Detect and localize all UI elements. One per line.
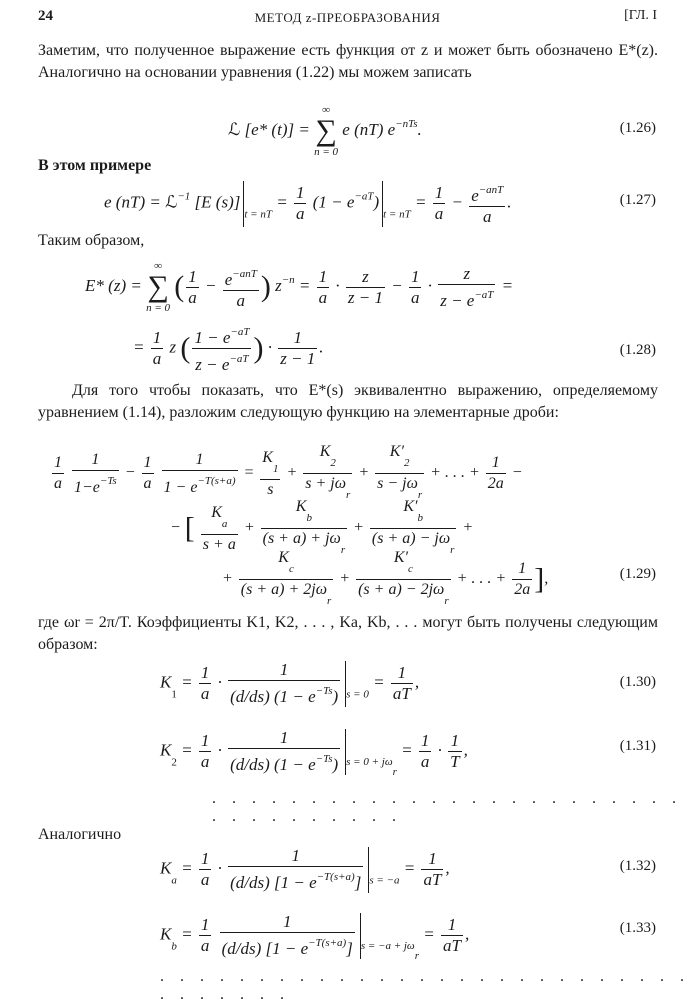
equation-number-1-30: (1.30) <box>619 674 656 690</box>
ellipsis-row-2: . . . . . . . . . . . . . . . . . . . . . . . . . . . . . . . . . . <box>160 968 690 1003</box>
equation-1-31: $K_2$ = $\frac{1}{a}$ · $\frac{1}{(d/ds) (1 - e^{-Ts})}$ $_{s = 0 + j\omega r}$ = $\frac{1}{a}$ · $\frac{1}{T}$ , <box>160 728 468 779</box>
equation-number-1-31: (1.31) <box>619 738 656 754</box>
running-header <box>38 8 657 32</box>
ellipsis-row-1: . . . . . . . . . . . . . . . . . . . . . . . . . . . . . . . . . . <box>212 790 682 825</box>
paragraph-coefficients: где ωr = 2π/T. Коэффициенты K1, K2, . . . , Ka, Kb, . . . могут быть получены следующим образом: <box>38 614 658 653</box>
equation-1-33: $K_b$ = $\frac{1}{a}$ $\frac{1}{(d/ds) [1 - e^{-T(s+a)}]}$ $_{s = -a + j\omega r}$ = $\frac{1}{aT}$ , <box>160 912 470 963</box>
paragraph-similarly: Аналогично <box>38 826 122 843</box>
equation-1-27: e (nT) = ℒ$^{-1}$ [E $(s)]_{t = nT}$ = $\frac{1}{a}$ $(1 - e^{-aT})_{t = nT}$ = $\frac{1}{a}$ − $\frac{e^{-anT}}{a}$ . <box>104 180 512 227</box>
equation-number-1-27: (1.27) <box>619 192 656 208</box>
equation-1-28-line-2: = $\frac{1}{a}$ z ( $\frac{1 - e^{-aT}}{z - e^{-aT}}$ ) · $\frac{1}{z - 1}$ . <box>133 322 324 375</box>
equation-number-1-33: (1.33) <box>619 920 656 936</box>
equation-1-29-line-3: + $\frac{K_c}{(s + a) + 2j\omega_r}$ + $\frac{K'_c}{(s + a) - 2j\omega_r}$ + . . . + $\frac{1}{2a}$ ], <box>222 549 549 607</box>
equation-1-28-line-1: E* (z) = ∞ ∑ n = 0 ( $\frac{1}{a}$ − $\frac{e^{-anT}}{a}$ ) $z^{-n}$ = $\frac{1}{a}$ · $\frac{z}{z - 1}$ − $\frac{1}{a}$ · $\frac{z}{z - e^{-aT}}$ = <box>85 260 514 314</box>
paragraph-intro: Заметим, что полученное выражение есть функция от z и может быть обозначено E*(z). Аналогично на основании уравнения (1.22) мы можем записать <box>38 42 658 81</box>
page-number: 24 <box>38 8 53 24</box>
equation-1-32: $K_a$ = $\frac{1}{a}$ · $\frac{1}{(d/ds) [1 - e^{-T(s+a)}]}$ $_{s = -a}$ = $\frac{1}{aT}$ , <box>160 846 450 892</box>
paragraph-decomposition: Для того чтобы показать, что E*(s) эквивалентно выражению, определяемому уравнением (1.14), разложим следующую функцию на элементарные дроби: <box>38 382 658 421</box>
equation-number-1-32: (1.32) <box>619 858 656 874</box>
running-title: МЕТОД z-ПРЕОБРАЗОВАНИЯ <box>254 10 441 25</box>
equation-1-29-line-1: $\frac{1}{a}$ $\frac{1}{1-e^{-Ts}}$ − $\frac{1}{a}$ $\frac{1}{1 - e^{-T(s+a)}}$ = $\frac{K_1}{s}$ + $\frac{K_2}{s + j\omega_r}$ + $\frac{K'_2}{s - j\omega_r}$ + . . . + $\frac{1}{2a}$ − <box>54 443 523 501</box>
equation-number-1-28: (1.28) <box>619 342 656 358</box>
equation-1-29-line-2: − [ $\frac{K_a}{s + a}$ + $\frac{K_b}{(s + a) + j\omega_r}$ + $\frac{K'_b}{(s + a) - j\omega_r}$ + <box>170 498 474 556</box>
equation-number-1-26: (1.26) <box>619 120 656 136</box>
chapter-marker: [ГЛ. I <box>624 8 657 23</box>
equation-1-26: ℒ [e* (t)] = ∞ ∑ n = 0 e (nT) $e^{-nTs}$. <box>228 104 422 158</box>
equation-1-30: $K_1$ = $\frac{1}{a}$ · $\frac{1}{(d/ds) (1 - e^{-Ts})}$ $_{s = 0}$ = $\frac{1}{aT}$ , <box>160 660 420 706</box>
paragraph-thus: Таким образом, <box>38 232 145 249</box>
equation-number-1-29: (1.29) <box>619 566 656 582</box>
paragraph-example: В этом примере <box>38 157 152 174</box>
